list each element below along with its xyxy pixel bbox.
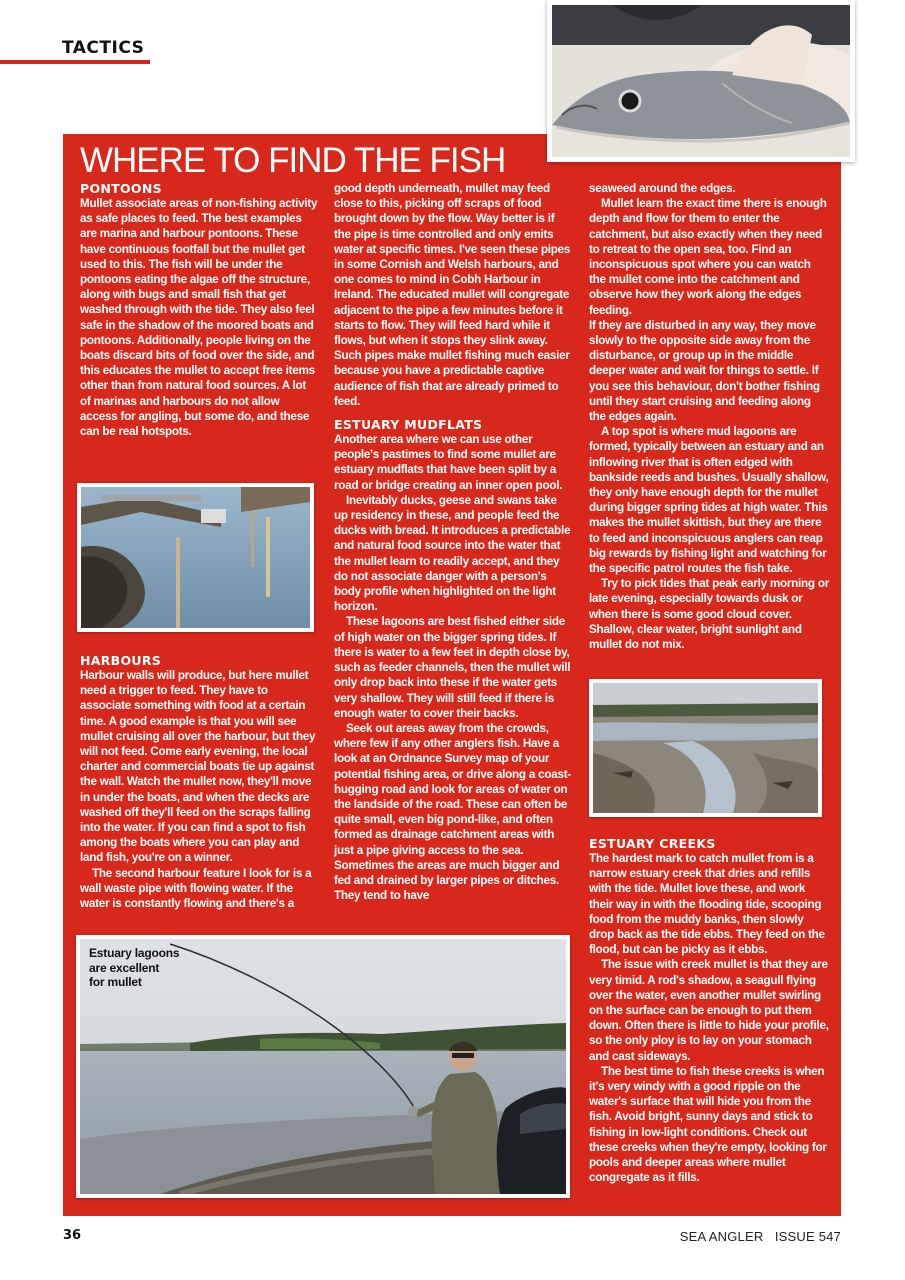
paragraph: Another area where we can use other people's pastimes to find some mullet are estuary mudflats that have been split by a road or bridge creating an inner open pool. [334, 433, 563, 492]
paragraph: A top spot is where mud lagoons are formed, typically between an estuary and an inflowing river that is often edged with bankside reeds and bushes. Usually shallow, they only have enough depth for the mullet during bigger spring tides at high water. This makes the mullet skittish, but they are there to feed and inconspicuous anglers can reap big rewards by fishing light and watching for the specific patrol routes the fish take. [589, 425, 829, 576]
heading-estuary-mudflats: ESTUARY MUDFLATS [334, 417, 483, 433]
heading-estuary-creeks: ESTUARY CREEKS [589, 836, 716, 851]
section-rule [0, 60, 150, 64]
paragraph: Mullet learn the exact time there is enough depth and flow for them to enter the catchment, but also exactly when they need to retreat to the open sea, too. Find an inconspicuous spot where you can watch the mullet come into the catchment and observe how they work along the edges feeding. [589, 197, 827, 317]
heading-harbours: HARBOURS [80, 653, 162, 668]
hero-fish-photo [547, 0, 855, 162]
paragraph: Try to pick tides that peak early morning or late evening, especially towards dusk or when there is some good cloud cover. Shallow, clear water, bright sunlight and mullet do not mix. [589, 577, 830, 652]
section-label: TACTICS [62, 38, 145, 58]
paragraph: Harbour walls will produce, but here mullet need a trigger to feed. They have to associate something with food at a certain time. A good example is that you will see mullet cruising all over the harbour, but they will not feed. Come early evening, the local charter and commercial boats tie up against the wall. Watch the mullet now, they'll move in under the boats, and when the decks are washed off they'll feed on the scraps falling into the water. If you can find a spot to fish among the boats where you can play and land fish, you're on a winner. [80, 669, 316, 865]
paragraph: The second harbour feature I look for is a wall waste pipe with flowing water. If the water is constantly flowing and there's a [80, 866, 312, 911]
article-title: WHERE TO FIND THE FISH [80, 141, 506, 180]
column-3 [589, 181, 829, 652]
photo-caption [89, 946, 179, 990]
pontoon-photo [77, 483, 314, 632]
caption-line: Estuary lagoons [89, 946, 180, 960]
paragraph: seaweed around the edges. [589, 182, 736, 195]
column-2 [334, 181, 572, 903]
mud-lagoon-photo [589, 679, 822, 817]
paragraph: The best time to fish these creeks is when it's very windy with a good ripple on the water's surface that will hide you from the fish. Avoid bright, sunny days and stick to fishing in low-light conditions. Check out these creeks when they're empty, looking for pools and deeper areas where mullet congregate as it fills. [589, 1064, 827, 1185]
column-1-lower [80, 653, 318, 911]
paragraph: These lagoons are best fished either side of high water on the bigger spring tides. If there is water to a few feet in depth close by, such as feeder channels, then the mullet will only drop back into these if the water gets very shallow. They will still feed if there is enough water to cover their backs. [334, 615, 571, 720]
paragraph: The issue with creek mullet is that they are very timid. A rod's shadow, a seagull flying over the water, even another mullet swirling on the surface can be enough to put them down. Often there is little to hide your profile, so the only ploy is to lay on your stomach and cast sideways. [589, 958, 829, 1063]
column-3-lower [589, 836, 829, 1185]
paragraph: Inevitably ducks, geese and swans take up residency in these, and people feed the ducks with bread. It introduces a predictable and natural food source into the water that the mullet learn to readily accept, and they do not associate danger with a person's body profile when highlighted on the light horizon. [334, 493, 571, 614]
page-number: 36 [63, 1228, 82, 1243]
paragraph: Mullet associate areas of non-fishing activity as safe places to feed. The best examples are marina and harbour pontoons. These have continuous footfall but the mullet get used to this. The fish will be under the pontoons eating the algae off the structure, along with bugs and small fish that get washed through with the tide. They also feel safe in the shadow of the moored boats and pontoons. Additionally, people living on the boats discard bits of food over the side, and this educates the mullet to accept free items other than from natural food sources. A lot of marinas and harbours do not allow access for angling, but some do, and these can be real hotspots. [80, 197, 318, 439]
paragraph: The hardest mark to catch mullet from is a narrow estuary creek that dries and refills with the tide. Mullet love these, and work their way in with the flooding tide, scooping food from the muddy banks, then slowly drop back as the tide ebbs. They feed on the flood, but can be picky as it ebbs. [589, 852, 825, 957]
folio [680, 1229, 841, 1244]
caption-line: are excellent [89, 960, 160, 975]
column-1 [80, 181, 318, 439]
paragraph: If they are disturbed in any way, they move slowly to the opposite side away from the disturbance, or group up in the middle deeper water and wait for things to settle. If you see this behaviour, don't bother fishing until they start cruising and feeding along the edges again. [589, 318, 820, 424]
paragraph: Seek out areas away from the crowds, where few if any other anglers fish. Have a look at an Ordnance Survey map of your potential fishing area, or drive along a coast-hugging road and look for areas of water on the landside of the road. These can often be quite small, even big pond-like, and often formed as drainage catchment areas with just a pipe giving access to the sea. Sometimes the areas are much bigger and fed and drained by larger pipes or ditches. They tend to have [334, 721, 571, 903]
mullet-fish-image [552, 5, 850, 157]
paragraph: good depth underneath, mullet may feed close to this, picking off scraps of food brought down by the flow. Way better is if the pipe is time controlled and only emits water at specific times. I've seen these pipes in some Cornish and Welsh harbours, and one comes to mind in Cobh Harbour in Ireland. The educated mullet will congregate adjacent to the pipe a few minutes before it starts to flow. They will feed hard while it flows, but when it stops they slink away. Such pipes make mullet fishing much easier because you have a predictable captive audience of fish that are already primed to feed. [334, 182, 571, 408]
harbour-pontoon-image [81, 487, 310, 628]
mud-lagoon-image [593, 683, 818, 813]
magazine-name: SEA ANGLER [679, 1229, 764, 1244]
heading-pontoons: PONTOONS [80, 181, 162, 196]
issue-number: ISSUE 547 [774, 1229, 841, 1244]
caption-line: for mullet [89, 975, 142, 989]
